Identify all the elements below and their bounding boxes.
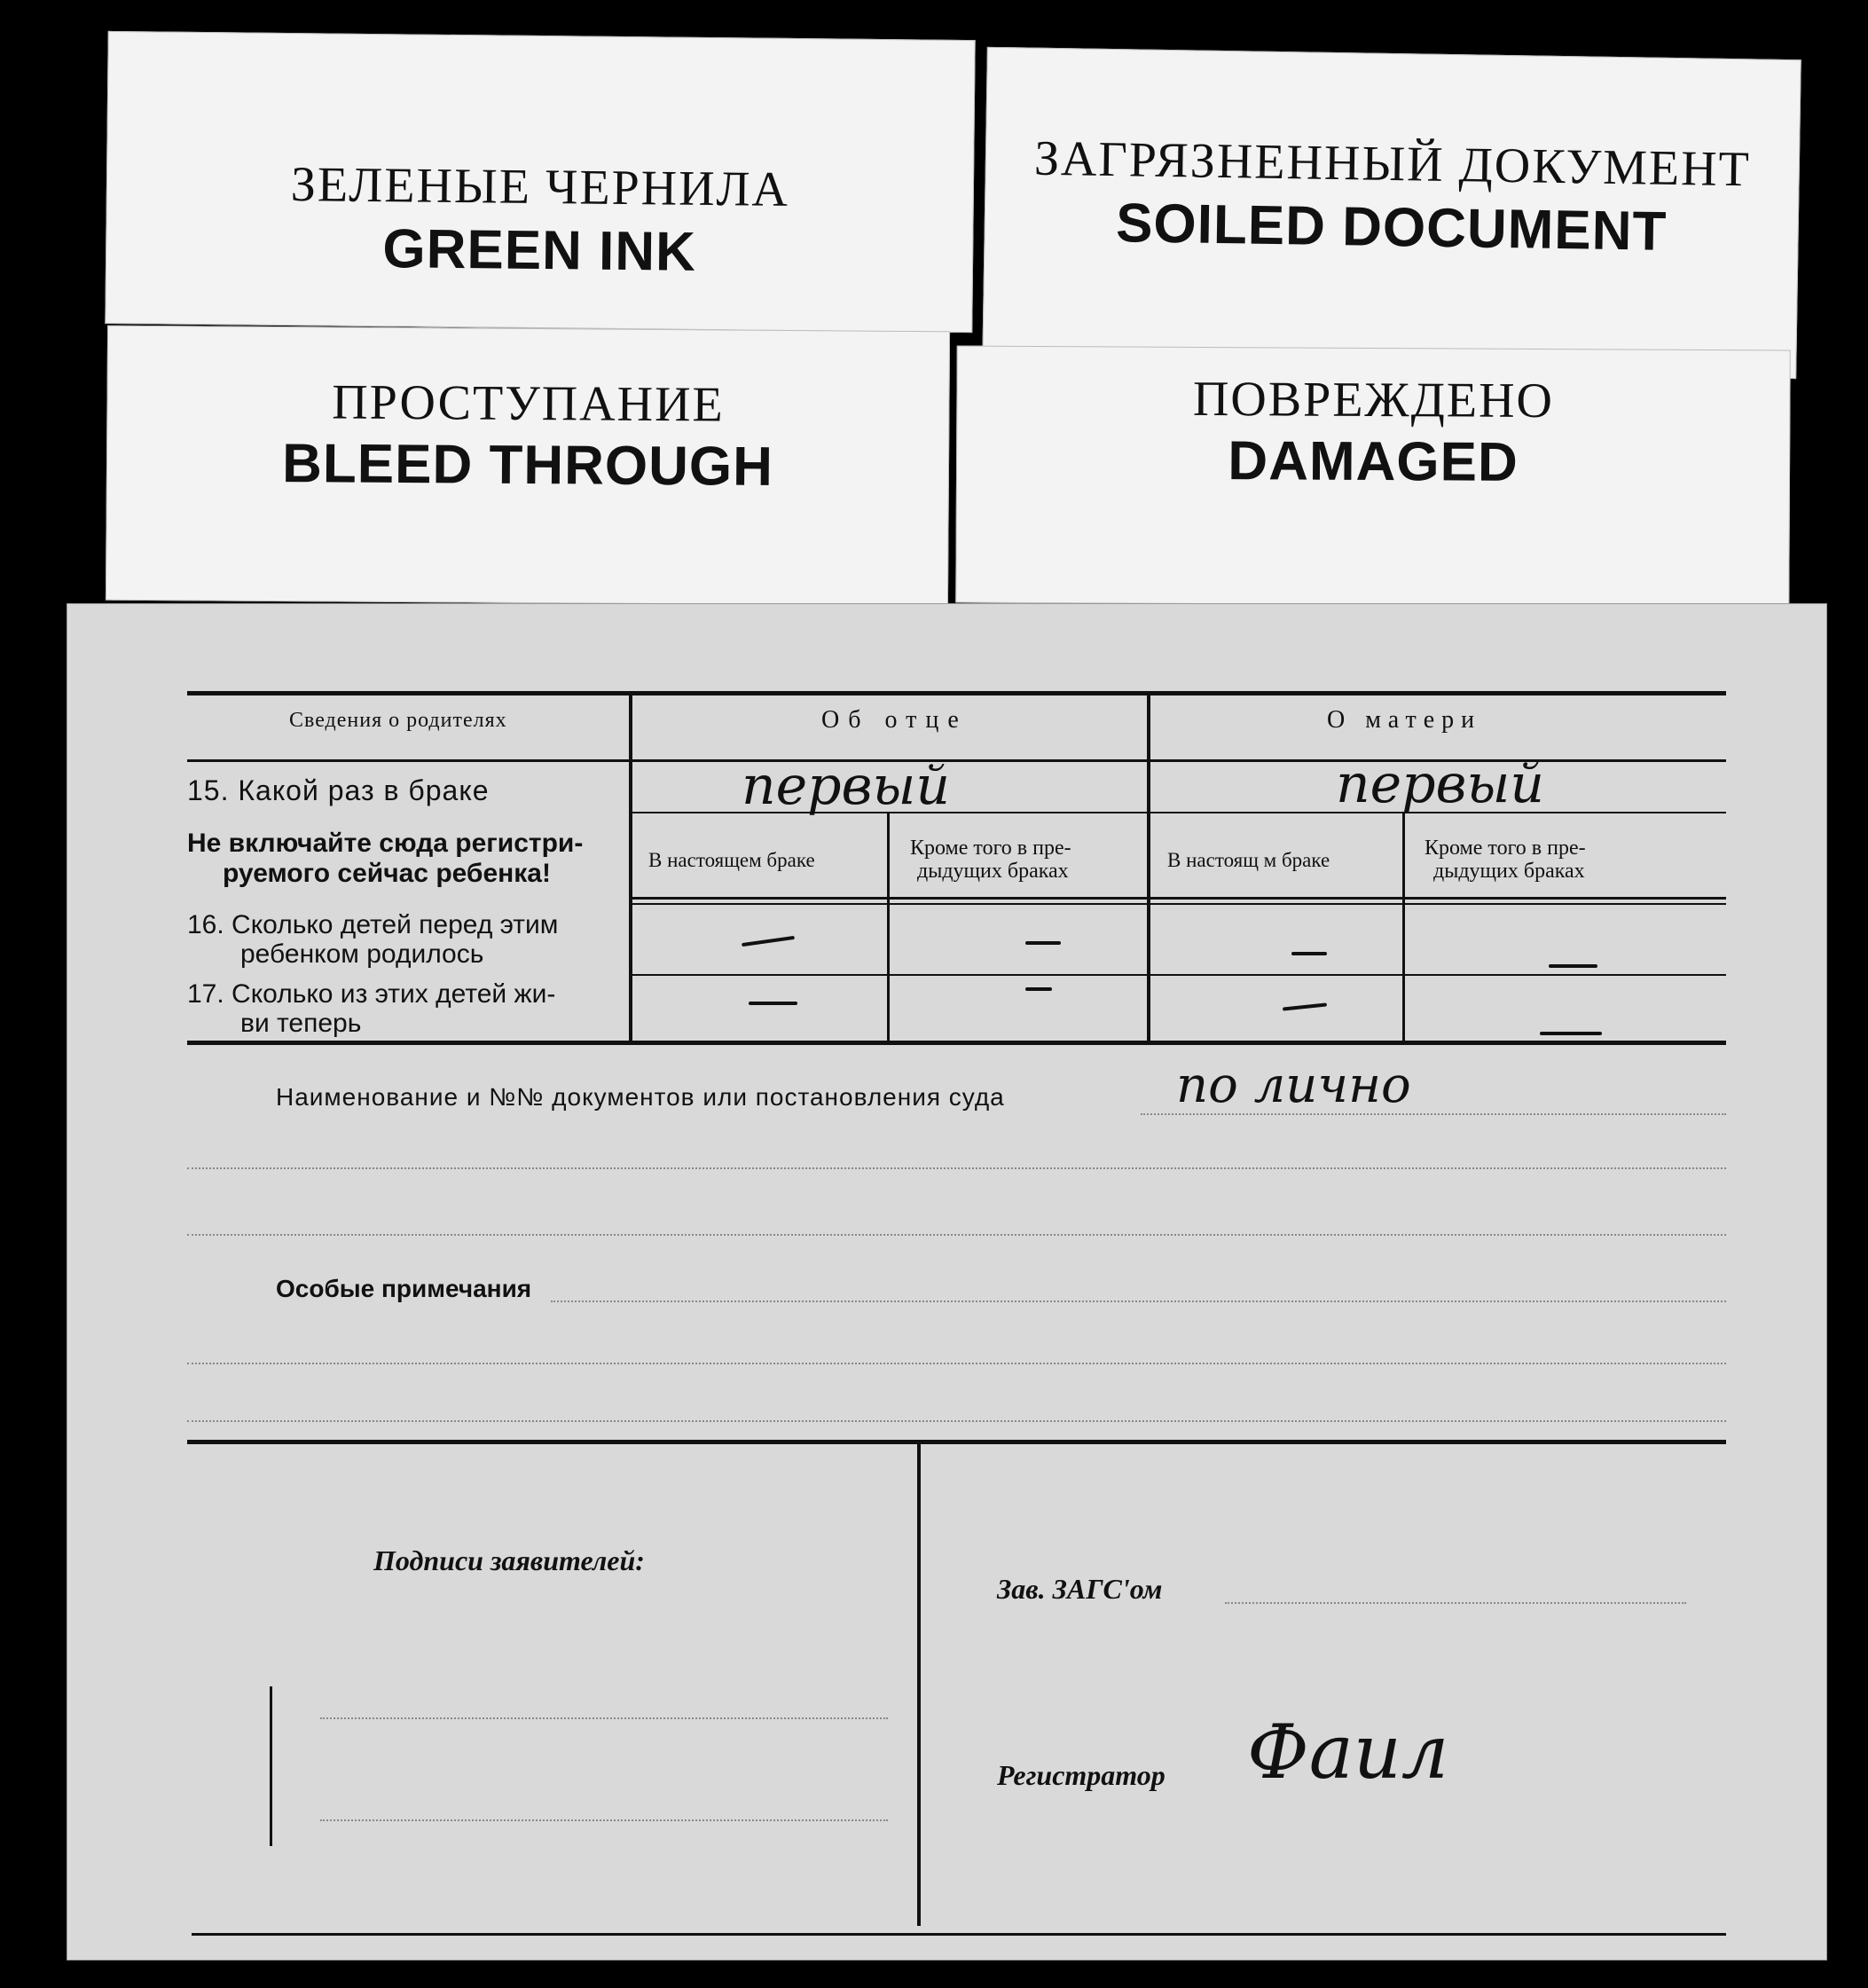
row15-mother-value: первый <box>1336 753 1544 815</box>
soiled-ru: ЗАГРЯЗНЕННЫЙ ДОКУМЕНТ <box>1033 130 1752 198</box>
damaged-label <box>955 346 1791 608</box>
row16-father-current-dash <box>742 936 795 947</box>
signature-divider <box>917 1442 921 1926</box>
birth-record-form <box>67 603 1827 1960</box>
header-mother: О матери <box>1327 706 1482 734</box>
row16-line1: 16. Сколько детей перед этим <box>187 910 559 939</box>
table-bottom-rule <box>187 1041 1726 1045</box>
table-top-rule <box>187 691 1726 695</box>
father-current-header: В настоящем браке <box>648 849 815 871</box>
signature-dotted-line-1 <box>320 1717 888 1719</box>
row15-label: 15. Какой раз в браке <box>187 774 490 806</box>
registrar-label: Регистратор <box>997 1759 1166 1791</box>
documents-dotted-line <box>1141 1113 1726 1115</box>
table-body-rule-2 <box>631 903 1726 905</box>
green-ink-ru: ЗЕЛЕНЫЕ ЧЕРНИЛА <box>290 157 790 217</box>
row17-line1: 17. Сколько из этих детей жи- <box>187 979 556 1009</box>
damaged-ru: ПОВРЕЖДЕНО <box>1192 371 1555 429</box>
row17-mother-current-dash <box>1283 1002 1327 1010</box>
damaged-en: DAMAGED <box>1228 430 1519 493</box>
row17-mother-prev-dash <box>1540 1032 1602 1035</box>
documents-dotted-line-2 <box>187 1167 1726 1169</box>
table-body-rule <box>631 897 1726 900</box>
row16-father-prev-dash <box>1025 941 1061 945</box>
remarks-label: Особые примечания <box>276 1275 532 1302</box>
mother-prev-header-1: Кроме того в пре- <box>1425 837 1586 860</box>
row16-line2: ребенком родилось <box>240 939 484 969</box>
signatures-bracket <box>270 1686 272 1846</box>
header-father: Об отце <box>821 706 968 734</box>
table-subcol-divider-mother <box>1402 812 1405 1042</box>
header-parents: Сведения о родителях <box>289 709 507 732</box>
signature-section-top-rule <box>187 1440 1726 1444</box>
note-line2: руемого сейчас ребенка! <box>223 859 551 888</box>
note-line1: Не включайте сюда регистри- <box>187 829 584 858</box>
father-prev-header-2: дыдущих браках <box>917 860 1069 883</box>
row17-father-prev-dash <box>1025 987 1052 991</box>
remarks-dotted-line-2 <box>187 1363 1726 1364</box>
bleed-en: BLEED THROUGH <box>281 433 774 498</box>
registrar-signature: Фаил <box>1247 1709 1449 1795</box>
mother-prev-header-2: дыдущих браках <box>1433 860 1585 883</box>
bleed-through-label <box>106 326 950 607</box>
form-bottom-rule <box>192 1933 1726 1936</box>
row16-mother-prev-dash <box>1549 964 1597 968</box>
documents-dotted-line-3 <box>187 1234 1726 1236</box>
row17-line2: ви теперь <box>240 1009 362 1038</box>
table-col-divider-2 <box>1147 693 1150 1043</box>
table-subcol-divider-father <box>887 812 890 1042</box>
documents-label: Наименование и №№ документов или постановления суда <box>276 1083 1005 1111</box>
signature-dotted-line-2 <box>320 1819 888 1821</box>
row16-mother-current-dash <box>1291 952 1327 955</box>
zags-dotted-line <box>1225 1602 1686 1604</box>
green-ink-en: GREEN INK <box>382 218 697 283</box>
mother-current-header: В настоящ м браке <box>1167 849 1330 871</box>
soiled-en: SOILED DOCUMENT <box>1115 193 1668 263</box>
green-ink-label <box>105 31 975 333</box>
table-col-divider-1 <box>629 693 632 1043</box>
table-row-rule <box>631 974 1726 976</box>
signatures-label: Подписи заявителей: <box>373 1544 645 1576</box>
soiled-document-label <box>982 47 1801 379</box>
documents-value: по лично <box>1176 1057 1411 1114</box>
row17-father-current-dash <box>749 1002 797 1005</box>
remarks-dotted-line <box>551 1300 1726 1302</box>
father-prev-header-1: Кроме того в пре- <box>910 837 1071 860</box>
row15-father-value: первый <box>742 755 950 817</box>
bleed-ru: ПРОСТУПАНИЕ <box>331 374 725 433</box>
remarks-dotted-line-3 <box>187 1420 1726 1422</box>
zags-label: Зав. ЗАГС'ом <box>997 1573 1163 1605</box>
